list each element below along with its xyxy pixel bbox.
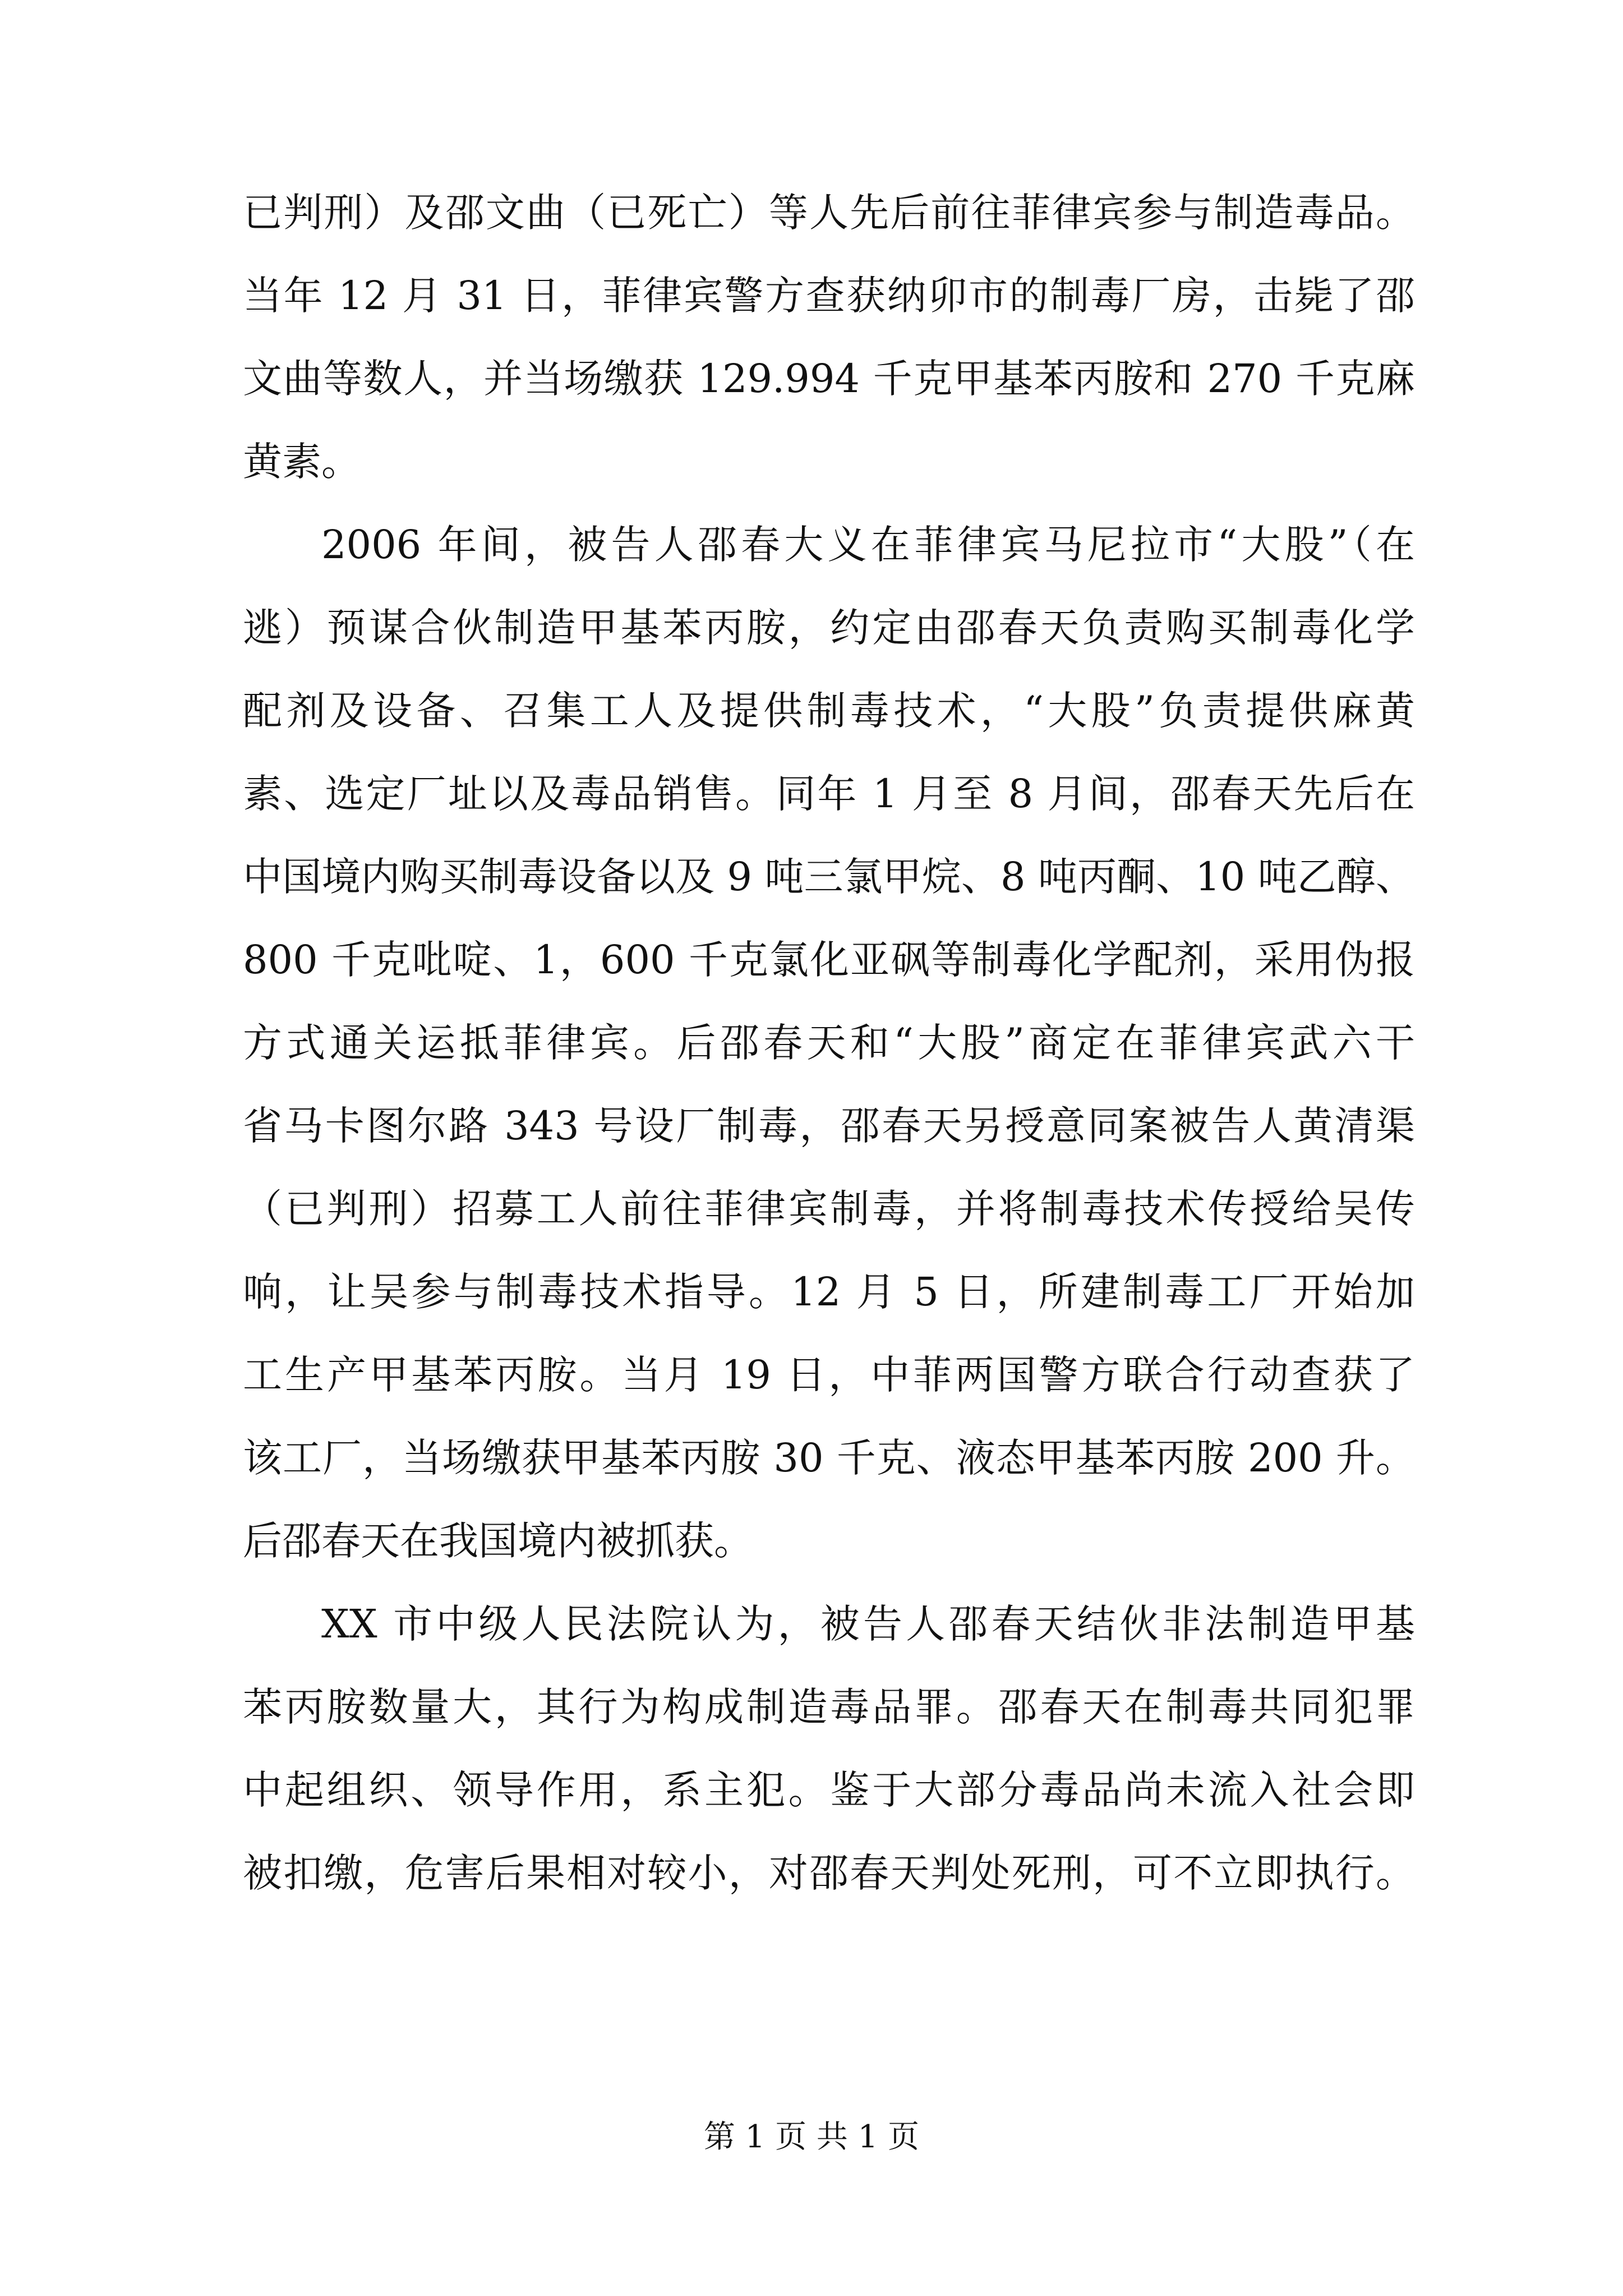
text-line: 该工厂，当场缴获甲基苯丙胺 30 千克、液态甲基苯丙胺 200 升。: [243, 1435, 1415, 1481]
text-line: 文曲等数人，并当场缴获 129.994 千克甲基苯丙胺和 270 千克麻: [243, 356, 1415, 402]
text-line: 素、选定厂址以及毒品销售。同年 1 月至 8 月间，邵春天先后在: [243, 771, 1415, 817]
text-line: 响，让吴参与制毒技术指导。12 月 5 日，所建制毒工厂开始加: [243, 1269, 1415, 1315]
text-line: 当年 12 月 31 日，菲律宾警方查获纳卯市的制毒厂房，击毙了邵: [243, 273, 1415, 319]
text-line: 已判刑）及邵文曲（已死亡）等人先后前往菲律宾参与制造毒品。: [243, 190, 1415, 236]
text-line: 2006 年间，被告人邵春大义在菲律宾马尼拉市“大股”（在: [321, 522, 1415, 568]
text-line: 省马卡图尔路 343 号设厂制毒，邵春天另授意同案被告人黄清渠: [243, 1103, 1415, 1149]
text-line: 配剂及设备、召集工人及提供制毒技术，“大股”负责提供麻黄: [243, 688, 1415, 734]
text-line: 中起组织、领导作用，系主犯。鉴于大部分毒品尚未流入社会即: [243, 1767, 1415, 1813]
body-text: [243, 171, 1415, 1915]
text-line: 逃）预谋合伙制造甲基苯丙胺，约定由邵春天负责购买制毒化学: [243, 605, 1415, 651]
text-line: 方式通关运抵菲律宾。后邵春天和“大股”商定在菲律宾武六干: [243, 1020, 1415, 1066]
text-line: XX 市中级人民法院认为，被告人邵春天结伙非法制造甲基: [321, 1601, 1415, 1647]
text-line: （已判刑）招募工人前往菲律宾制毒，并将制毒技术传授给吴传: [243, 1186, 1415, 1232]
text-line: 中国境内购买制毒设备以及 9 吨三氯甲烷、8 吨丙酮、10 吨乙醇、: [243, 854, 1415, 900]
text-line: 黄素。: [243, 439, 361, 485]
page-number-footer: 第 1 页 共 1 页: [703, 2119, 920, 2155]
text-line: 工生产甲基苯丙胺。当月 19 日，中菲两国警方联合行动查获了: [243, 1352, 1415, 1398]
text-line: 被扣缴，危害后果相对较小，对邵春天判处死刑，可不立即执行。: [243, 1850, 1415, 1896]
text-line: 苯丙胺数量大，其行为构成制造毒品罪。邵春天在制毒共同犯罪: [243, 1684, 1415, 1730]
text-line: 800 千克吡啶、1，600 千克氯化亚砜等制毒化学配剂，采用伪报: [243, 937, 1415, 983]
text-line: 后邵春天在我国境内被抓获。: [243, 1518, 753, 1564]
